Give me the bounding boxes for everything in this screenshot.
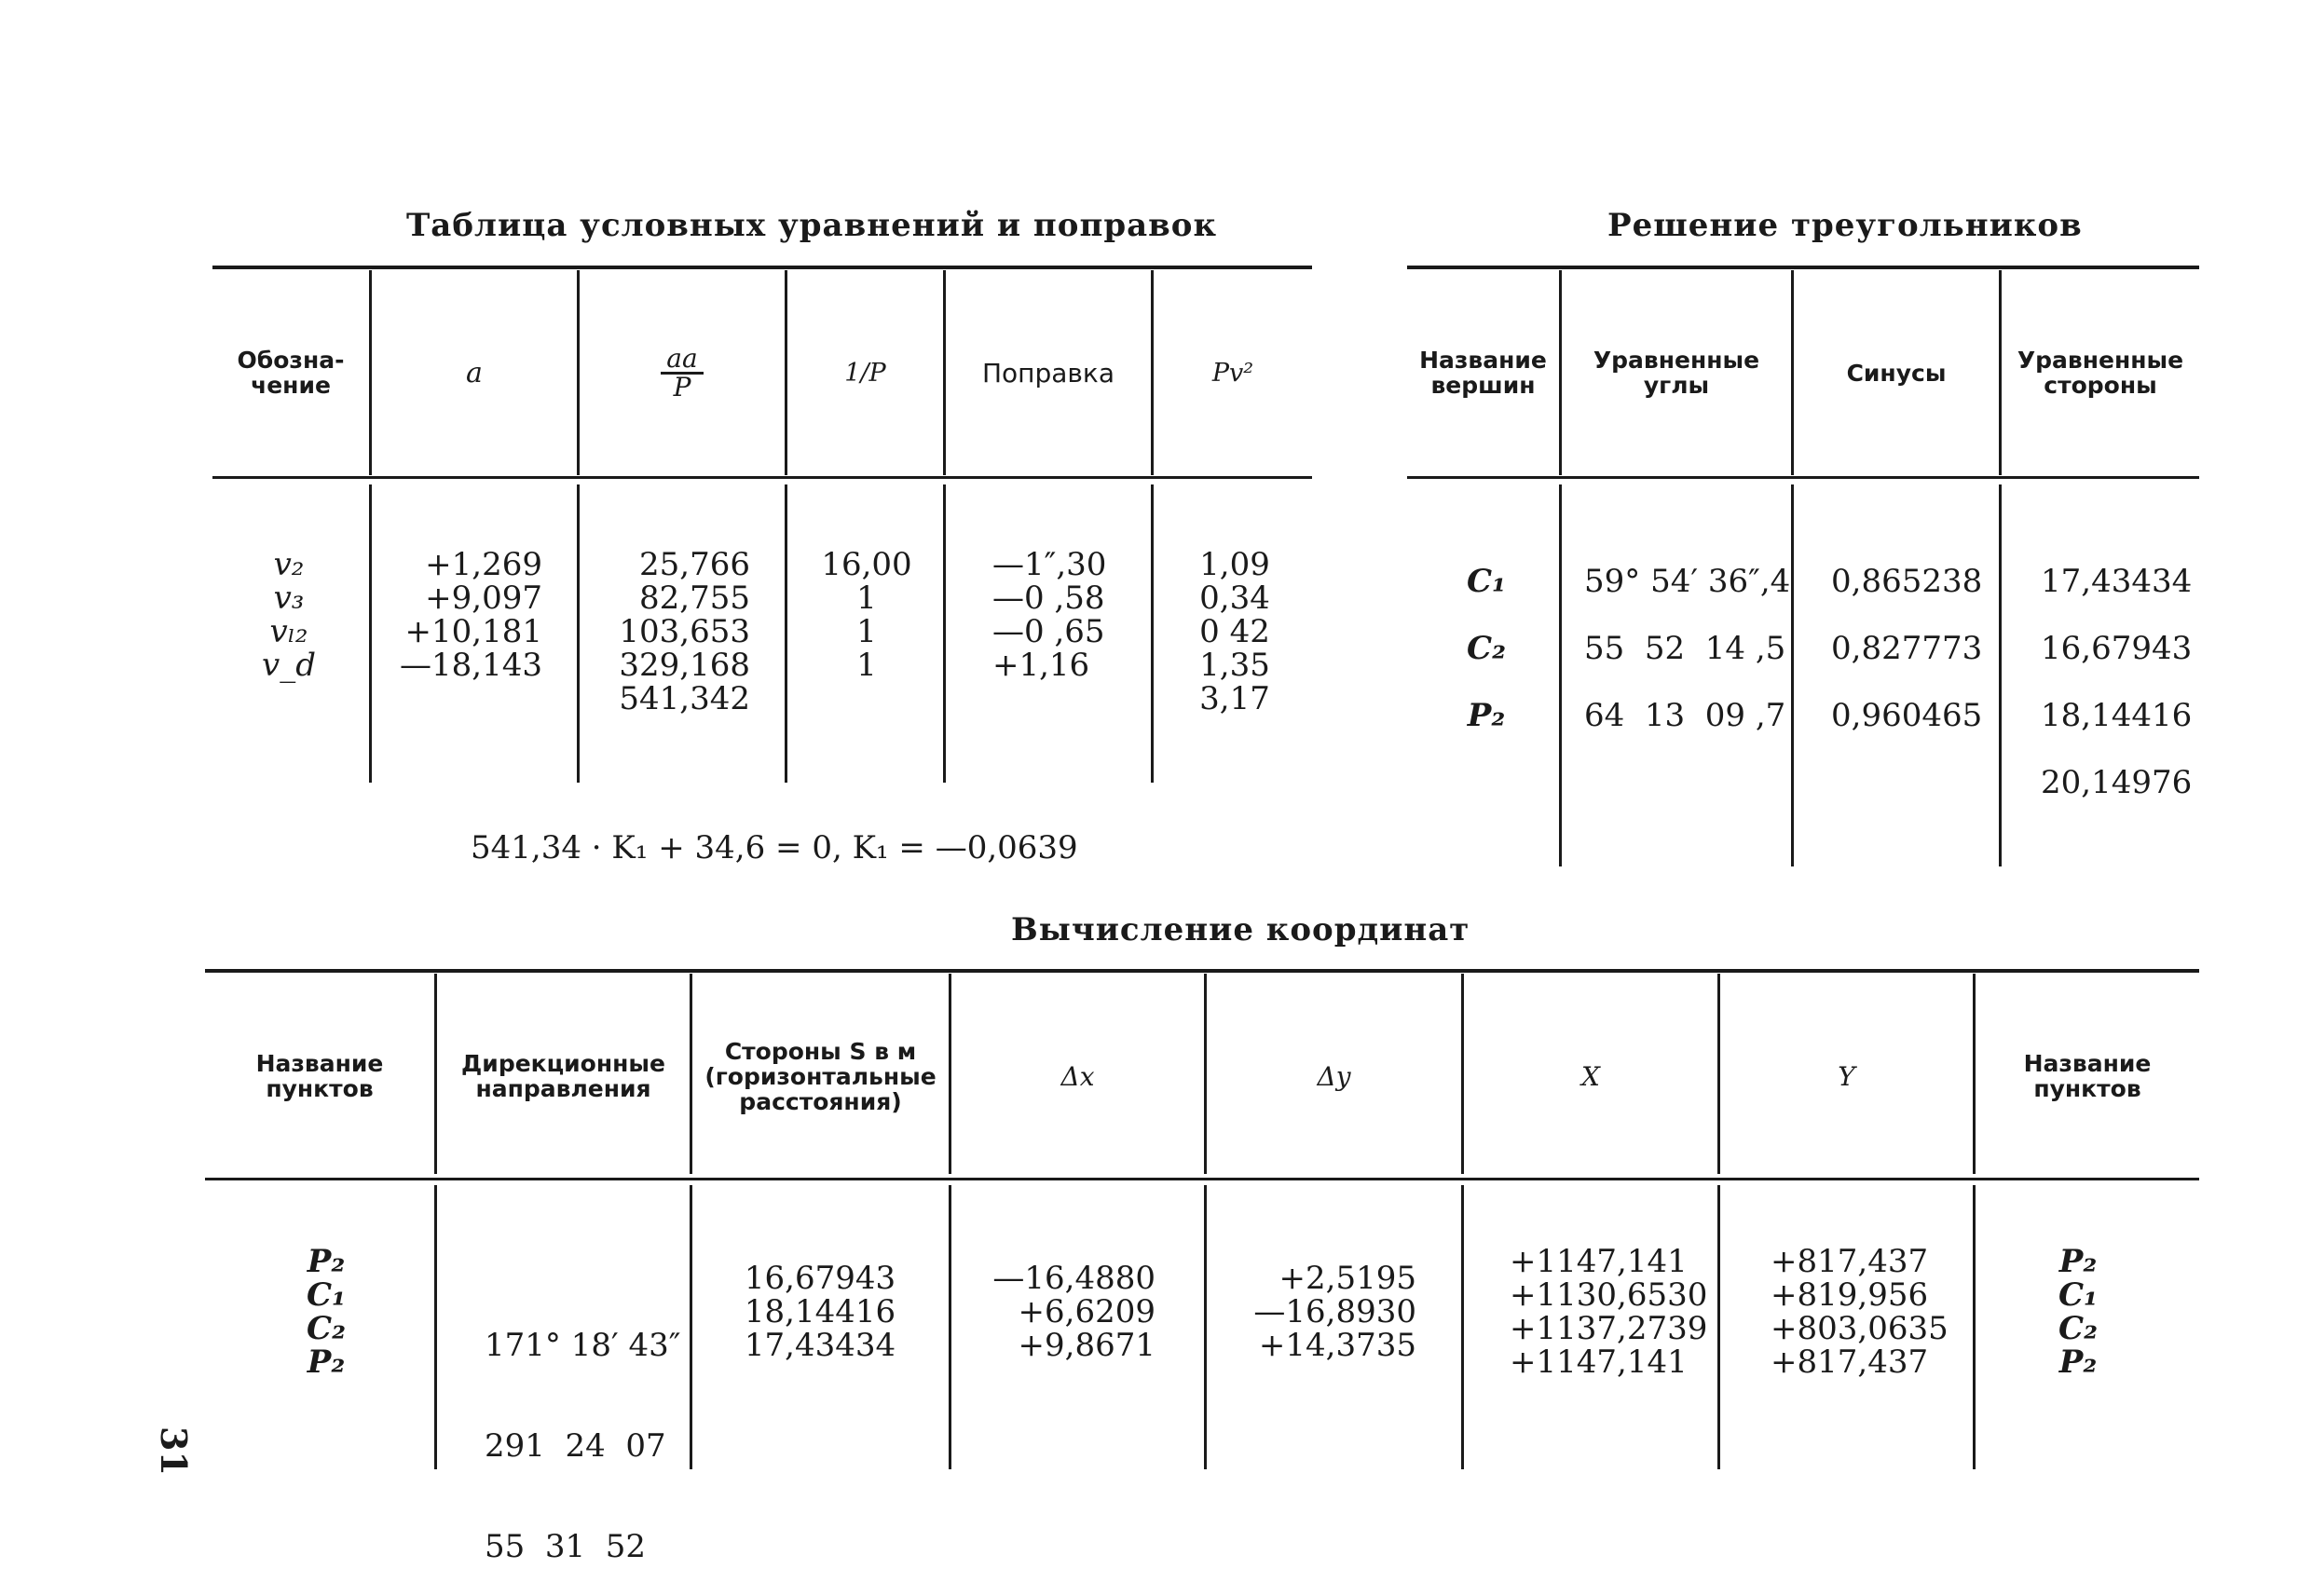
table1-designation-column (242, 548, 335, 682)
table3-cell: 18,14416 (744, 1293, 896, 1330)
table1-cell: 103,653 (619, 613, 750, 650)
table3-dx-column (988, 1262, 1156, 1362)
table1-cell: 16,00 (821, 546, 912, 583)
table3-title: Вычисление координат (1011, 911, 1470, 948)
table3-cell: +817,437 (1771, 1243, 1929, 1280)
table2-side: 16,67943 (2041, 630, 2193, 667)
table1-cell: 82,755 (639, 580, 750, 617)
table3-cell: 291 24 07 (485, 1427, 666, 1465)
table3-header-dy: Δy (1317, 1060, 1351, 1092)
table3-cell: P₂ (2058, 1344, 2098, 1381)
table3-cell: +817,437 (1771, 1344, 1929, 1381)
table3-divider (1973, 1185, 1976, 1469)
table1-header-designation: Обозна- чение (237, 347, 345, 399)
table2-sine: 0,960465 (1831, 697, 1983, 734)
table1-inv-p-column (811, 548, 923, 682)
table3-cell: C₁ (2058, 1276, 2098, 1314)
table3-x-column (1510, 1245, 1715, 1379)
table1-divider (785, 484, 787, 783)
table2-divider (1559, 484, 1562, 866)
table3-dy-column (1239, 1262, 1416, 1362)
table1-cell: 1 (856, 647, 877, 684)
table3-header-sides: Стороны S в м (горизонтальные расстояния) (704, 1037, 937, 1115)
aa-over-p-fraction (661, 342, 703, 402)
condition-equation: 541,34 · K₁ + 34,6 = 0, K₁ = —0,0639 (471, 829, 1078, 866)
table3-divider (690, 1185, 692, 1469)
table1-aa-p-column (596, 548, 750, 716)
table2-header-angles: Уравненные углы (1593, 347, 1760, 399)
table3-cell: +1130,6530 (1510, 1276, 1708, 1314)
table1-cell: 25,766 (639, 546, 750, 583)
table3-cell: C₂ (2058, 1310, 2098, 1347)
table1-cell: —0 ,58 (992, 580, 1105, 617)
table3-header-y: Y (1838, 1060, 1855, 1092)
table3-cell: +1137,2739 (1510, 1310, 1708, 1347)
table1-cell: 1,09 (1199, 546, 1270, 583)
table2-angle: 55 52 14 ,5 (1584, 630, 1786, 667)
table3-header-directions: Дирекционные направления (461, 1050, 665, 1102)
table3-cell: —16,8930 (1253, 1293, 1416, 1330)
table3-cell: 55 31 52 (485, 1528, 647, 1565)
table3-header-points: Название пунктов (255, 1050, 384, 1102)
table1-cell: +1,269 (425, 546, 542, 583)
table1-cell: —18,143 (400, 647, 542, 684)
table1-cell: +10,181 (404, 613, 542, 650)
table3-header-dx: Δx (1060, 1060, 1095, 1092)
table1-header-a: a (466, 356, 483, 389)
table1-header-correction: Поправка (982, 357, 1114, 389)
table2-vertex: C₁ (1467, 563, 1506, 600)
table1-pv2-column (1183, 548, 1286, 716)
table3-directions-column (485, 1262, 680, 1596)
table1-top-rule (212, 266, 1312, 269)
table3-sides-column (718, 1262, 923, 1362)
table3-cell: P₂ (307, 1344, 346, 1381)
table3-cell: C₂ (307, 1310, 346, 1347)
table2-side: 17,43434 (2041, 563, 2193, 600)
table3-cell: +6,6209 (1018, 1293, 1156, 1330)
table2-header-vertex: Название вершин (1419, 347, 1547, 399)
table1-cell: vₗ₂ (269, 613, 308, 650)
table1-cell: 541,342 (619, 680, 750, 717)
table2-sine: 0,827773 (1831, 630, 1983, 667)
table2-header-sines: Синусы (1846, 359, 1947, 387)
table3-cell: 17,43434 (744, 1327, 896, 1364)
table3-divider (434, 1185, 437, 1469)
table1-divider (577, 484, 580, 783)
table1-cell: 329,168 (619, 647, 750, 684)
table1-cell: 1 (856, 613, 877, 650)
table3-cell: +1147,141 (1510, 1243, 1688, 1280)
table3-points-column (280, 1245, 373, 1379)
table1-cell: +1,16 (992, 647, 1090, 684)
table3-top-rule (205, 969, 2199, 973)
table2-title: Решение треугольников (1607, 207, 2083, 244)
table1-cell: 0,34 (1199, 580, 1270, 617)
table3-y-column (1771, 1245, 1966, 1379)
table1-cell: v₃ (273, 580, 305, 617)
table1-header-rule (212, 476, 1312, 479)
table3-divider (949, 1185, 951, 1469)
table1-a-column (391, 548, 542, 682)
table1-divider (369, 484, 372, 783)
table2-divider (1999, 484, 2002, 866)
table1-cell: v₂ (273, 546, 305, 583)
table1-header-inv-p: 1/P (844, 358, 886, 388)
table2-vertex: C₂ (1467, 630, 1506, 667)
table1-cell: —0 ,65 (992, 613, 1105, 650)
table3-cell: +803,0635 (1771, 1310, 1949, 1347)
table1-cell: 0 42 (1199, 613, 1270, 650)
table2-sine: 0,865238 (1831, 563, 1983, 600)
table1-cell: —1″,30 (992, 546, 1107, 583)
table3-cell: +14,3735 (1258, 1327, 1416, 1364)
table3-cell: +2,5195 (1279, 1260, 1416, 1297)
table2-extra-side: 20,14976 (2041, 764, 2193, 801)
table3-cell: —16,4880 (992, 1260, 1156, 1297)
table3-header-x: X (1581, 1060, 1600, 1092)
table3-cell: P₂ (307, 1243, 346, 1280)
table1-header-aa-p (580, 280, 785, 466)
table3-cell: C₁ (307, 1276, 346, 1314)
table3-points2-column (2031, 1245, 2125, 1379)
table3-header-rule (205, 1178, 2199, 1180)
table3-cell: +1147,141 (1510, 1344, 1688, 1381)
table3-cell: P₂ (2058, 1243, 2098, 1280)
table1-cell: +9,097 (425, 580, 542, 617)
table3-divider (1461, 1185, 1464, 1469)
table2-vertex: P₂ (1467, 697, 1506, 734)
table1-cell: v_d (262, 647, 316, 684)
table3-cell: 16,67943 (744, 1260, 896, 1297)
table3-cell: +819,956 (1771, 1276, 1929, 1314)
table2-divider (1791, 484, 1794, 866)
table3-divider (1717, 1185, 1720, 1469)
table1-cell: 1,35 (1199, 647, 1270, 684)
table2-angle: 59° 54′ 36″,4 (1584, 563, 1791, 600)
table1-divider (1151, 484, 1154, 783)
fraction-denominator: P (673, 371, 691, 402)
table2-header-rule (1407, 476, 2199, 479)
table2-side: 18,14416 (2041, 697, 2193, 734)
table2-angle: 64 13 09 ,7 (1584, 697, 1786, 734)
table3-cell: 171° 18′ 43″ (485, 1327, 681, 1364)
table2-header-sides: Уравненные стороны (2017, 347, 2184, 399)
table1-correction-column (992, 548, 1142, 682)
table2-top-rule (1407, 266, 2199, 269)
page-number: 31 (152, 1426, 195, 1476)
fraction-numerator: aa (661, 346, 703, 375)
table3-divider (1204, 1185, 1207, 1469)
table1-divider (943, 484, 946, 783)
table3-header-points2: Название пунктов (2023, 1050, 2152, 1102)
table1-title: Таблица условных уравнений и поправок (406, 207, 1218, 244)
table1-cell: 3,17 (1199, 680, 1270, 717)
table3-cell: +9,8671 (1018, 1327, 1156, 1364)
table1-cell: 1 (856, 580, 877, 617)
table1-header-pv2: Pv² (1211, 358, 1254, 388)
